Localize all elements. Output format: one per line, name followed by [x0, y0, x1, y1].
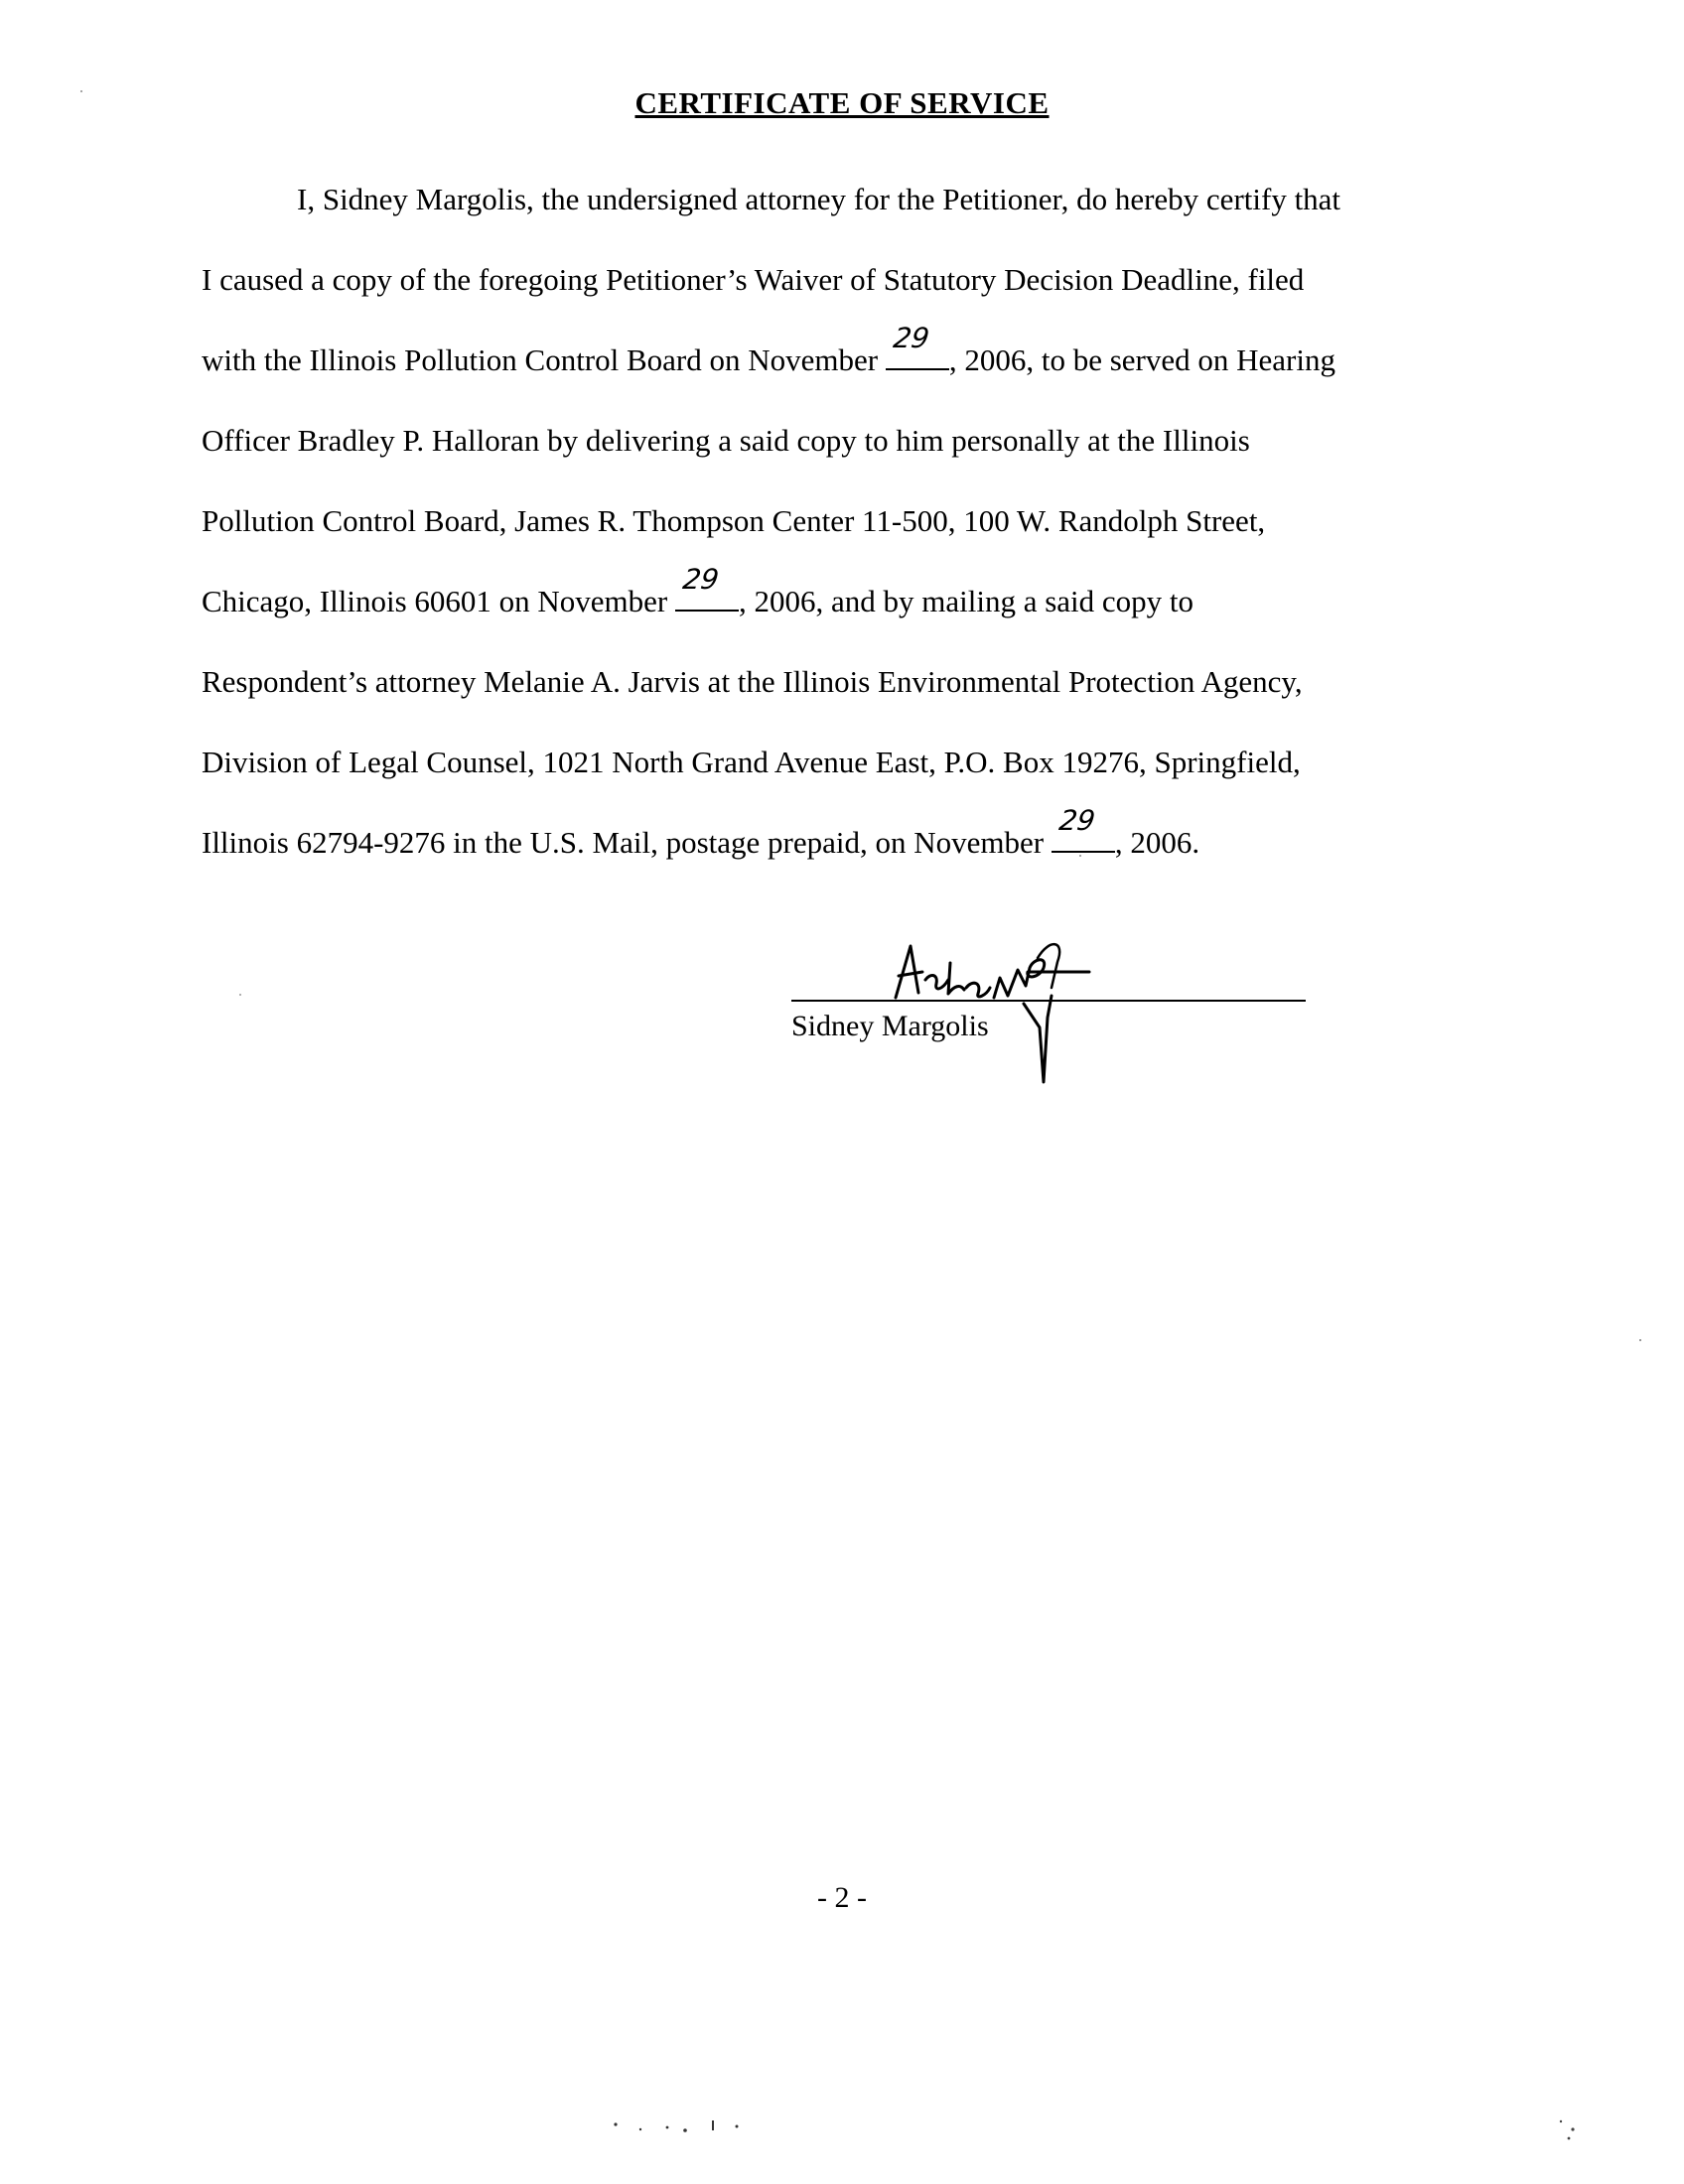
handwritten-date-1: 29	[891, 322, 931, 354]
body-line-1: I, Sidney Margolis, the undersigned attorney for the Petitioner, do hereby certify that	[297, 182, 1341, 216]
document-title: CERTIFICATE OF SERVICE	[634, 85, 1050, 120]
body-line-6	[202, 561, 1482, 641]
body-line-5: Pollution Control Board, James R. Thompson Center 11-500, 100 W. Randolph Street,	[202, 503, 1266, 538]
body-line-3	[202, 320, 1482, 400]
date-blank-2	[675, 563, 739, 612]
body-line-4: Officer Bradley P. Halloran by delivering a said copy to him personally at the Illinois	[202, 423, 1250, 458]
body-line-3-end: , 2006, to be served on Hearing	[948, 342, 1335, 377]
signatory-name: Sidney Margolis	[791, 1010, 989, 1042]
body-line-8: Division of Legal Counsel, 1021 North Grand Avenue East, P.O. Box 19276, Springfield,	[202, 745, 1301, 779]
date-blank-1	[886, 322, 949, 370]
body-line-6-end: , 2006, and by mailing a said copy to	[739, 584, 1194, 618]
handwritten-date-2: 29	[680, 563, 722, 596]
certificate-body	[202, 159, 1482, 883]
page-number: - 2 -	[817, 1881, 867, 1914]
date-blank-3	[1052, 804, 1115, 853]
handwritten-date-3: 29	[1056, 804, 1097, 837]
body-line-9	[202, 802, 1482, 883]
body-line-9-start: Illinois 62794-9276 in the U.S. Mail, postage prepaid, on November	[202, 825, 1045, 860]
body-line-2: I caused a copy of the foregoing Petitioner’s Waiver of Statutory Decision Deadline, filed	[202, 262, 1305, 297]
signature-block	[791, 928, 1308, 1087]
handwritten-signature	[791, 928, 1308, 1087]
body-line-3-start: with the Illinois Pollution Control Board on November	[202, 342, 879, 377]
body-line-9-end: , 2006.	[1114, 825, 1200, 860]
body-line-7: Respondent’s attorney Melanie A. Jarvis at the Illinois Environmental Protection Agency,	[202, 664, 1303, 699]
body-line-6-start: Chicago, Illinois 60601 on November	[202, 584, 668, 618]
